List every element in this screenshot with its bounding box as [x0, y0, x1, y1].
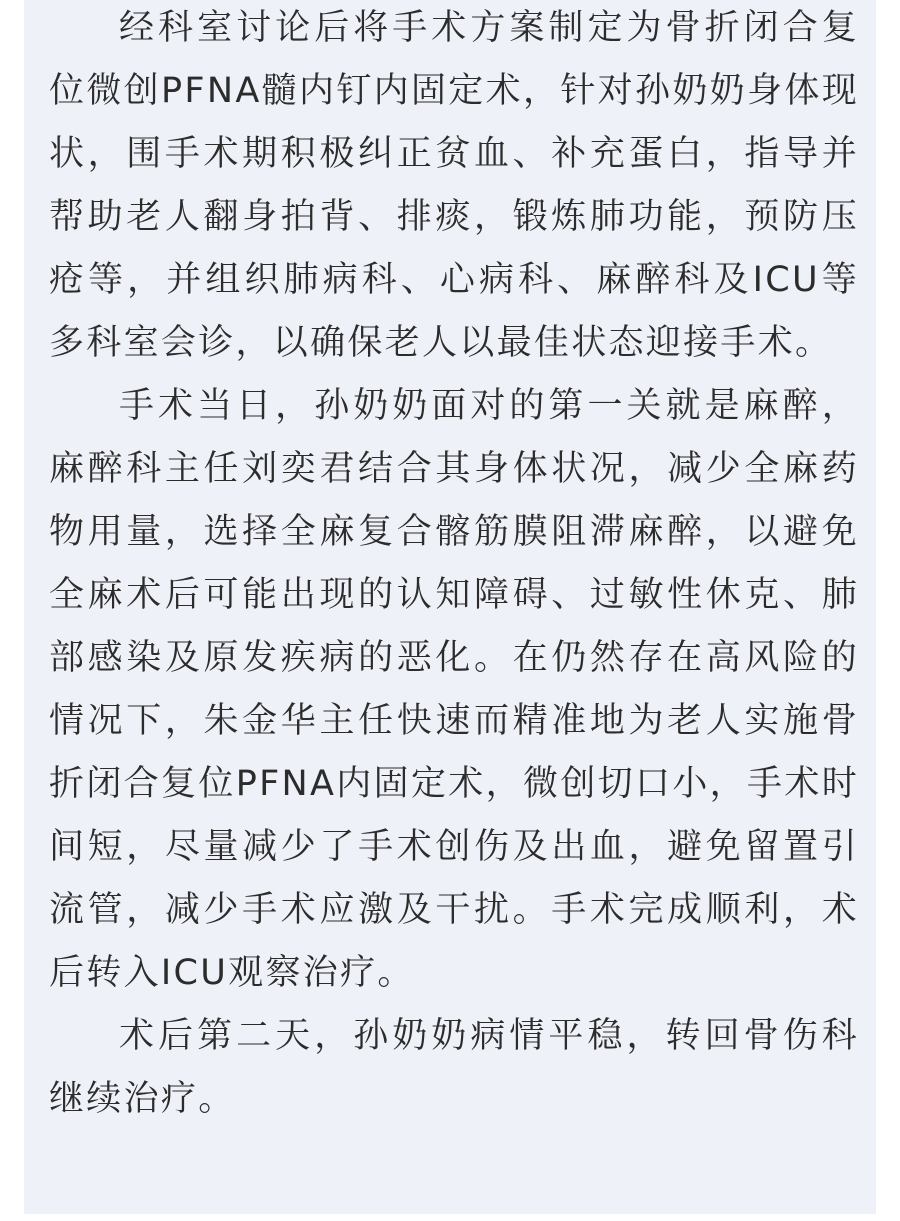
paragraph-post-surgery: 术后第二天，孙奶奶病情平稳，转回骨伤科继续治疗。	[49, 1016, 859, 1119]
article-body	[49, 0, 859, 1131]
article-page	[24, 0, 876, 1214]
paragraph-surgery-plan: 经科室讨论后将手术方案制定为骨折闭合复位微创PFNA髓内钉内固定术，针对孙奶奶身体现状，围手术期积极纠正贫血、补充蛋白，指导并帮助老人翻身拍背、排痰，锻炼肺功能，预防压疮等，并组织肺病科、心病科、麻醉科及ICU等多科室会诊，以确保老人以最佳状态迎接手术。	[49, 8, 859, 363]
paragraph-surgery-day: 手术当日，孙奶奶面对的第一关就是麻醉，麻醉科主任刘奕君结合其身体状况，减少全麻药物用量，选择全麻复合髂筋膜阻滞麻醉，以避免全麻术后可能出现的认知障碍、过敏性休克、肺部感染及原发疾病的恶化。在仍然存在高风险的情况下，朱金华主任快速而精准地为老人实施骨折闭合复位PFNA内固定术，微创切口小，手术时间短，尽量减少了手术创伤及出血，避免留置引流管，减少手术应激及干扰。手术完成顺利，术后转入ICU观察治疗。	[49, 386, 859, 993]
